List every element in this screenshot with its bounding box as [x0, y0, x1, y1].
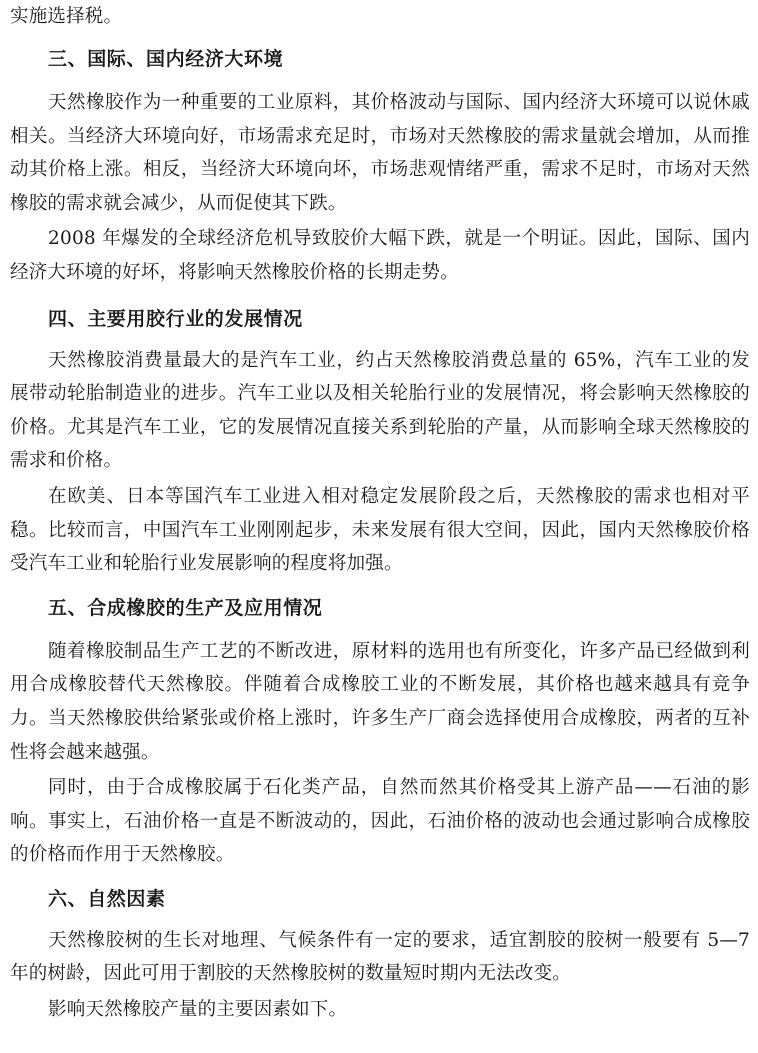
- section-heading-synthetic-rubber: 五、合成橡胶的生产及应用情况: [48, 596, 323, 619]
- paragraph-economy-2: 2008 年爆发的全球经济危机导致胶价大幅下跌，就是一个明证。因此，国际、国内经济大环境的好坏，将影响天然橡胶价格的长期走势。: [10, 228, 750, 283]
- paragraph-natural-1: 天然橡胶树的生长对地理、气候条件有一定的要求，适宜割胶的胶树一般要有 5—7 年的树龄，因此可用于割胶的天然橡胶树的数量短时期内无法改变。: [10, 929, 750, 985]
- paragraph-synthetic-1: 随着橡胶制品生产工艺的不断改进，原材料的选用也有所变化，许多产品已经做到利用合成橡胶替代天然橡胶。伴随着合成橡胶工业的不断发展，其价格也越来越具有竞争力。当天然橡胶供给紧张或价格上涨时，许多生产厂商会选择使用合成橡胶，两者的互补性将会越来越强。: [10, 640, 750, 763]
- section-heading-industry: 四、主要用胶行业的发展情况: [48, 307, 303, 330]
- paragraph-natural-2: 影响天然橡胶产量的主要因素如下。: [48, 999, 348, 1021]
- section-heading-economy: 三、国际、国内经济大环境: [48, 48, 284, 70]
- paragraph-industry-2: 在欧美、日本等国汽车工业进入相对稳定发展阶段之后，天然橡胶的需求也相对平稳。比较而言，中国汽车工业刚刚起步，未来发展有很大空间，因此，国内天然橡胶价格受汽车工业和轮胎行业发展影响的程度将加强。: [10, 485, 750, 575]
- paragraph-synthetic-2: 同时，由于合成橡胶属于石化类产品，自然而然其价格受其上游产品——石油的影响。事实上，石油价格一直是不断波动的，因此，石油价格的波动也会通过影响合成橡胶的价格而作用于天然橡胶。: [10, 777, 750, 866]
- paragraph-economy-1: 天然橡胶作为一种重要的工业原料，其价格波动与国际、国内经济大环境可以说休戚相关。当经济大环境向好，市场需求充足时，市场对天然橡胶的需求量就会增加，从而推动其价格上涨。相反，当经济大环境向坏，市场悲观情绪严重，需求不足时，市场对天然橡胶的需求就会减少，从而促使其下跌。: [10, 92, 750, 214]
- section-heading-natural-factors: 六、自然因素: [48, 887, 166, 910]
- paragraph-industry-1: 天然橡胶消费量最大的是汽车工业，约占天然橡胶消费总量的 65%，汽车工业的发展带动轮胎制造业的进步。汽车工业以及相关轮胎行业的发展情况，将会影响天然橡胶的价格。尤其是汽车工业，它的发展情况直接关系到轮胎的产量，从而影响全球天然橡胶的需求和价格。: [10, 349, 750, 472]
- continuation-line: 实施选择税。: [10, 6, 123, 27]
